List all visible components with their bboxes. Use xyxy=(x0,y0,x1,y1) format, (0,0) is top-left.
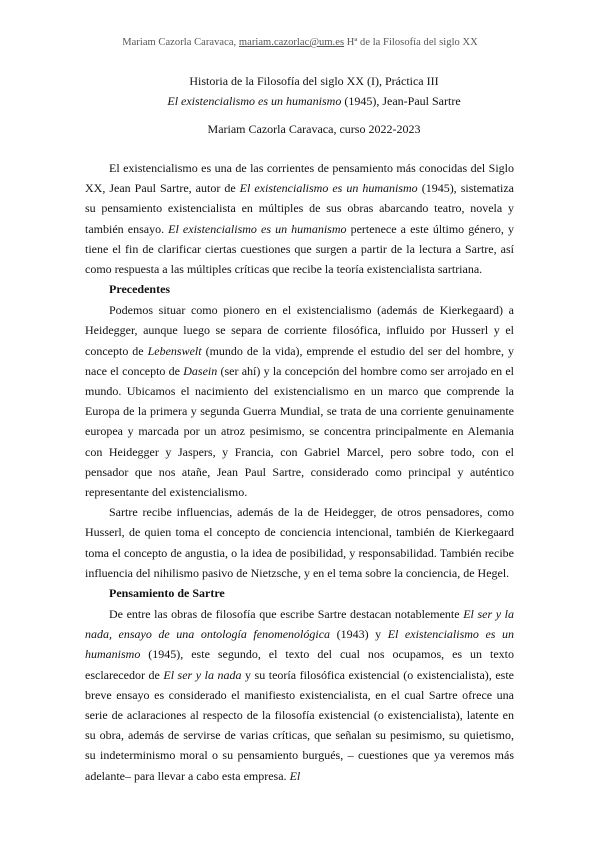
title-line-author: Mariam Cazorla Caravaca, curso 2022-2023 xyxy=(207,122,421,136)
precedentes-paragraph-1 xyxy=(85,300,514,502)
text-run: y su teoría filosófica existencial (o existencialista), este breve ensayo es considerado el manifiesto existencialista, en el cual Sartre ofrece una serie de aclaraciones al respecto de la filosofía existencial (o existencialista), latente en su obra, además de servirse de varias críticas, que señalan su pesimismo, su quietismo, su indeterminismo moral o su pensamiento burgués, – cuestiones que ya veremos más adelante– para llevar a cabo esta empresa. xyxy=(85,667,514,783)
work-title: El xyxy=(289,768,301,783)
term-italic: Dasein xyxy=(183,363,218,378)
precedentes-paragraph-2: Sartre recibe influencias, además de la de Heidegger, de otros pensadores, como Husserl, de quien toma el concepto de conciencia intencional, también de Kierkegaard toma el concepto de angustia, o la idea de posibilidad, y responsabilidad. También recibe influencia del nihilismo pasivo de Nietzsche, y en el tema sobre la conciencia, de Hegel. xyxy=(85,505,514,580)
work-title: El existencialismo es un humanismo xyxy=(239,181,418,196)
text-run: (1945), sistematiza su pensamiento existencialista en múltiples de sus obras abarcando teatro, novela y también ensayo. xyxy=(85,181,515,236)
section-heading-precedentes: Precedentes xyxy=(109,282,171,297)
work-title: El ser y la nada xyxy=(163,667,242,682)
text-run: (ser ahí) y la concepción del hombre como ser arrojado en el mundo. Ubicamos el nacimiento del existencialismo en un marco que comprende la Europa de la primera y segunda Guerra Mundial, se trata de una corriente genuinamente europea y marcada por un atroz pesimismo, se concentra principalmente en Alemania con Heidegger y Jaspers, y Francia, con Gabriel Marcel, pero sobre todo, con el pensador que nos atañe, Jean Paul Sartre, considerado como principal y auténtico representante del existencialismo. xyxy=(85,363,514,500)
work-title: El existencialismo es un humanismo xyxy=(168,221,347,236)
header-author: Mariam Cazorla Caravaca, xyxy=(122,37,237,48)
title-work-rest: (1945), Jean-Paul Sartre xyxy=(341,94,461,108)
intro-paragraph xyxy=(85,158,514,279)
header-course: Hª de la Filosofía del siglo XX xyxy=(346,37,478,48)
text-run: (1943) y xyxy=(330,627,388,642)
term-italic: Lebenswelt xyxy=(147,343,202,358)
title-work-name: El existencialismo es un humanismo xyxy=(167,94,342,108)
work-title: El ser y la nada, ensayo de una ontología fenomenológica xyxy=(85,607,514,642)
document-body xyxy=(85,158,514,786)
header-email-link[interactable]: mariam.cazorlac@um.es xyxy=(238,37,345,48)
pensamiento-paragraph xyxy=(85,604,514,786)
text-run: (1945), este segundo, el texto del cual nos ocupamos, es un texto esclarecedor de xyxy=(85,647,514,682)
text-run: (mundo de la vida), emprende el estudio del ser del hombre, y nace el concepto de xyxy=(85,343,514,378)
title-line-course: Historia de la Filosofía del siglo XX (I), Práctica III xyxy=(189,74,439,88)
text-run: pertenece a este último género, y tiene el fin de clarificar ciertas cuestiones que surgen a partir de la lectura a Sartre, así como respuesta a las múltiples críticas que recibe la teoría existencialista sartriana. xyxy=(85,221,514,277)
section-heading-pensamiento: Pensamiento de Sartre xyxy=(109,586,225,601)
work-title: El existencialismo es un humanismo xyxy=(85,627,515,662)
running-header xyxy=(0,37,600,48)
title-line-work xyxy=(0,94,600,109)
text-run: El existencialismo es una de las corrientes de pensamiento más conocidas del Siglo XX, Jean Paul Sartre, autor de xyxy=(85,161,514,196)
text-run: De entre las obras de filosofía que escribe Sartre destacan notablemente xyxy=(109,607,464,622)
text-run: Podemos situar como pionero en el existencialismo (además de Kierkegaard) a Heidegger, aunque luego se separa de corriente filosófica, influido por Husserl y el concepto de xyxy=(85,303,514,358)
